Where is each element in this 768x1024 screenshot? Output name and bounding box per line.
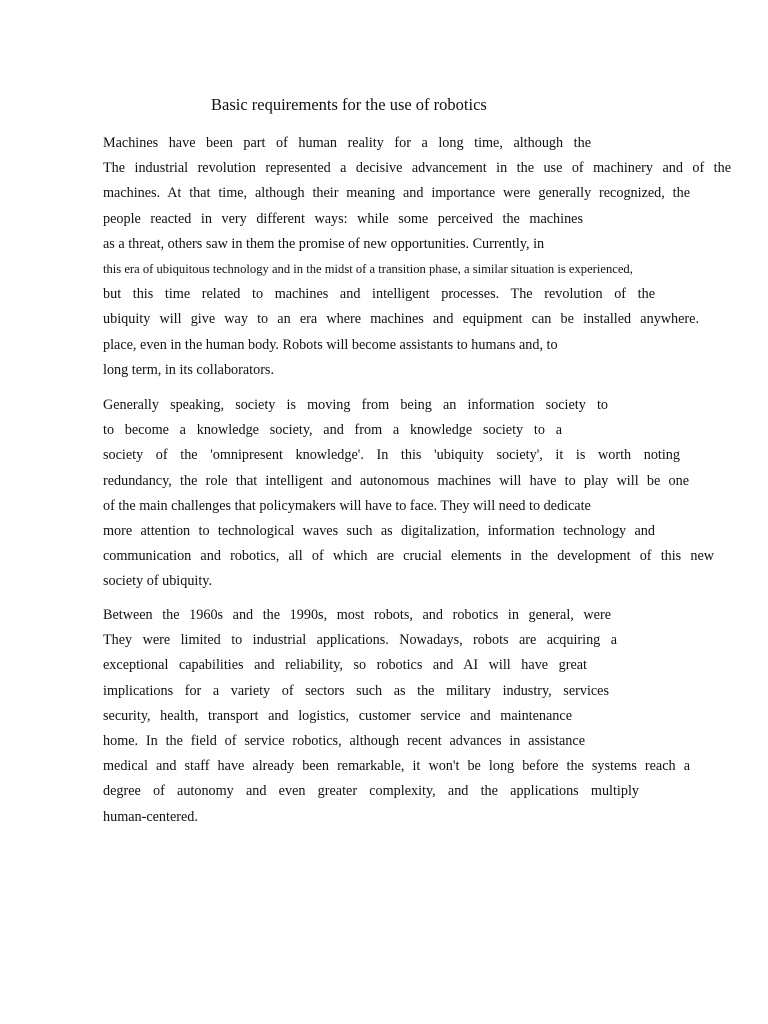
- text-line: to become a knowledge society, and from a knowledge society to a: [103, 422, 562, 439]
- text-line: degree of autonomy and even greater complexity, and the applications multiply: [103, 783, 639, 800]
- text-line: but this time related to machines and intelligent processes. The revolution of the: [103, 286, 655, 303]
- text-line: Generally speaking, society is moving from being an information society to: [103, 397, 608, 413]
- text-line: redundancy, the role that intelligent and autonomous machines will have to play will be one: [103, 472, 689, 489]
- text-line: The industrial revolution represented a decisive advancement in the use of machinery and of the: [103, 160, 731, 177]
- text-line: society of the 'omnipresent knowledge'. In this 'ubiquity society', it is worth noting: [103, 447, 680, 464]
- document-title: Basic requirements for the use of robotics: [211, 95, 487, 114]
- text-line: long term, in its collaborators.: [103, 361, 275, 378]
- text-line: as a threat, others saw in them the promise of new opportunities. Currently, in: [103, 235, 545, 252]
- text-line: place, even in the human body. Robots will become assistants to humans and, to: [103, 336, 558, 353]
- text-line: medical and staff have already been remarkable, it won't be long before the systems reach a: [103, 758, 690, 775]
- paragraph-2: [103, 393, 731, 595]
- text-line: communication and robotics, all of which are crucial elements in the development of this new: [103, 548, 714, 565]
- text-line: Machines have been part of human reality for a long time, although the: [103, 135, 591, 151]
- paragraph-3: [103, 603, 731, 830]
- text-line: exceptional capabilities and reliability, so robotics and AI will have great: [103, 657, 587, 674]
- text-line: machines. At that time, although their meaning and importance were generally recognized, the: [103, 185, 690, 202]
- paragraph-1: [103, 131, 731, 383]
- text-line: more attention to technological waves such as digitalization, information technology and: [103, 522, 655, 539]
- text-line: home. In the field of service robotics, although recent advances in assistance: [103, 732, 585, 749]
- text-line: this era of ubiquitous technology and in the midst of a transition phase, a similar situation is experienced,: [103, 261, 633, 276]
- text-line: people reacted in very different ways: while some perceived the machines: [103, 210, 583, 227]
- text-line: security, health, transport and logistics, customer service and maintenance: [103, 707, 572, 724]
- text-line: society of ubiquity.: [103, 573, 213, 590]
- text-line: ubiquity will give way to an era where machines and equipment can be installed anywhere.: [103, 311, 699, 328]
- text-line: Between the 1960s and the 1990s, most robots, and robotics in general, were: [103, 607, 611, 623]
- text-line: of the main challenges that policymakers will have to face. They will need to dedicate: [103, 497, 591, 514]
- text-line: human-centered.: [103, 808, 198, 825]
- text-line: implications for a variety of sectors such as the military industry, services: [103, 682, 609, 699]
- text-line: They were limited to industrial applications. Nowadays, robots are acquiring a: [103, 632, 617, 649]
